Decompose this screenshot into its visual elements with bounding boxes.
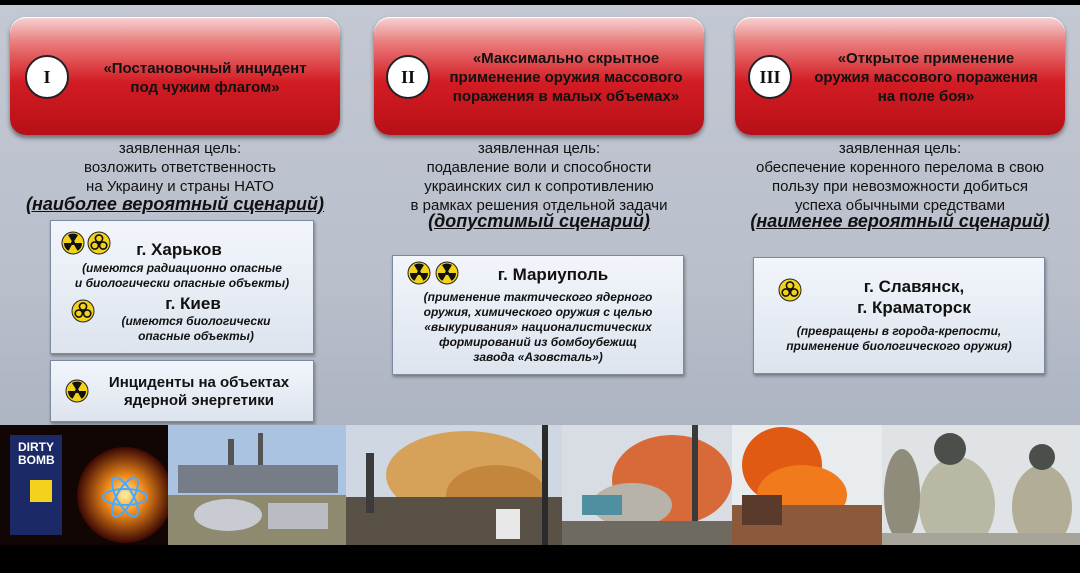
scenario-3-title-line: «Открытое применение (837, 50, 1015, 67)
nuclear-line: ядерной энергетики (124, 392, 274, 409)
city-line: г. Славянск, (863, 277, 965, 296)
biohazard-icon (87, 231, 111, 255)
scenario-3-banner (735, 17, 1065, 135)
note-line: применение биологического оружия) (786, 339, 1012, 353)
scenario-3-goal (722, 139, 1078, 215)
scenario-2-banner (374, 17, 704, 135)
goal-label: заявленная цель: (477, 140, 601, 157)
scenario-2-goal (369, 139, 709, 215)
scenario-2-title-line: поражения в малых объемах» (452, 88, 680, 105)
city-slavyansk-kramatorsk (814, 276, 1014, 318)
note-line: формирований из бомбоубежищ (438, 335, 638, 349)
note-line: «выкуривания» националистических (424, 320, 652, 334)
scenario-1-banner (10, 17, 340, 135)
goal-line: обеспечение коренного перелома в свою (756, 159, 1044, 176)
note-line: завода «Азовсталь») (473, 350, 603, 364)
scenario-1-goal (10, 139, 350, 196)
note-line: (превращены в города-крепости, (796, 324, 1002, 338)
nuclear-text (93, 374, 305, 410)
city-mariupol: г. Мариуполь (497, 265, 609, 284)
city-line: г. Краматорск (857, 298, 971, 317)
tank-accident-image (168, 425, 346, 545)
radiation-icon (61, 231, 85, 255)
scenario-1-title-line: «Постановочный инцидент (103, 60, 307, 77)
goal-line: успеха обычными средствами (794, 197, 1006, 214)
nuclear-card (50, 360, 314, 422)
city-kyiv: г. Киев (165, 294, 221, 313)
photo-strip (0, 425, 1080, 545)
biohazard-icon (778, 278, 802, 302)
note-line: опасные объекты) (138, 329, 254, 343)
goal-line: в рамках решения отдельной задачи (410, 197, 668, 214)
slide (0, 5, 1080, 545)
scenario-1-title (75, 59, 335, 97)
dirty-bomb-label (18, 441, 55, 467)
kharkiv-note (56, 261, 308, 291)
hazmat-soldiers-image (882, 425, 1080, 545)
goal-line: украинских сил к сопротивлению (424, 178, 654, 195)
note-line: (применение тактического ядерного (423, 290, 653, 304)
radiation-icon (65, 379, 89, 403)
scenario-3-title (795, 49, 1057, 106)
scenario-2-numeral: II (386, 55, 430, 99)
dirty-bomb-line: DIRTY (18, 440, 54, 454)
kharkiv-kyiv-card (50, 220, 314, 354)
mariupol-note (398, 290, 678, 365)
scenario-2-title-line: применение оружия массового (449, 69, 683, 86)
city-kharkiv: г. Харьков (136, 240, 222, 259)
goal-label: заявленная цель: (838, 140, 962, 157)
goal-label: заявленная цель: (118, 140, 242, 157)
slavyansk-note (759, 324, 1039, 354)
scenario-2-assessment: (допустимый сценарий) (428, 211, 650, 231)
derailment-image (562, 425, 732, 545)
orange-smoke-image (732, 425, 882, 545)
biohazard-icon (71, 299, 95, 323)
scenario-1-numeral: I (25, 55, 69, 99)
goal-line: подавление воли и способности (426, 159, 652, 176)
goal-line: пользу при невозможности добиться (771, 178, 1028, 195)
slavyansk-card (753, 257, 1045, 374)
dirty-bomb-line: BOMB (18, 453, 55, 467)
radiation-icon (435, 261, 459, 285)
radiation-icon (407, 261, 431, 285)
note-line: и биологически опасные объекты) (74, 276, 290, 290)
goal-line: возложить ответственность (84, 159, 276, 176)
goal-line: на Украину и страны НАТО (86, 178, 274, 195)
mariupol-card (392, 255, 684, 375)
note-line: оружия, химического оружия с целью (423, 305, 653, 319)
kyiv-note (96, 314, 296, 344)
scenario-2-title (432, 49, 700, 106)
scenario-3-assessment: (наименее вероятный сценарий) (750, 211, 1050, 231)
nuclear-line: Инциденты на объектах (108, 374, 290, 391)
note-line: (имеются радиационно опасные (82, 261, 282, 275)
scenario-1-title-line: под чужим флагом» (130, 79, 280, 96)
scenario-1-assessment: (наиболее вероятный сценарий) (25, 194, 325, 214)
scenario-3-numeral: III (748, 55, 792, 99)
scenario-2-title-line: «Максимально скрытное (472, 50, 660, 67)
note-line: (имеются биологически (121, 314, 271, 328)
scenario-3-title-line: на поле боя» (877, 88, 975, 105)
dirty-bomb-image (0, 425, 168, 545)
scenario-3-title-line: оружия массового поражения (814, 69, 1038, 86)
smoke-plume-image (346, 425, 562, 545)
